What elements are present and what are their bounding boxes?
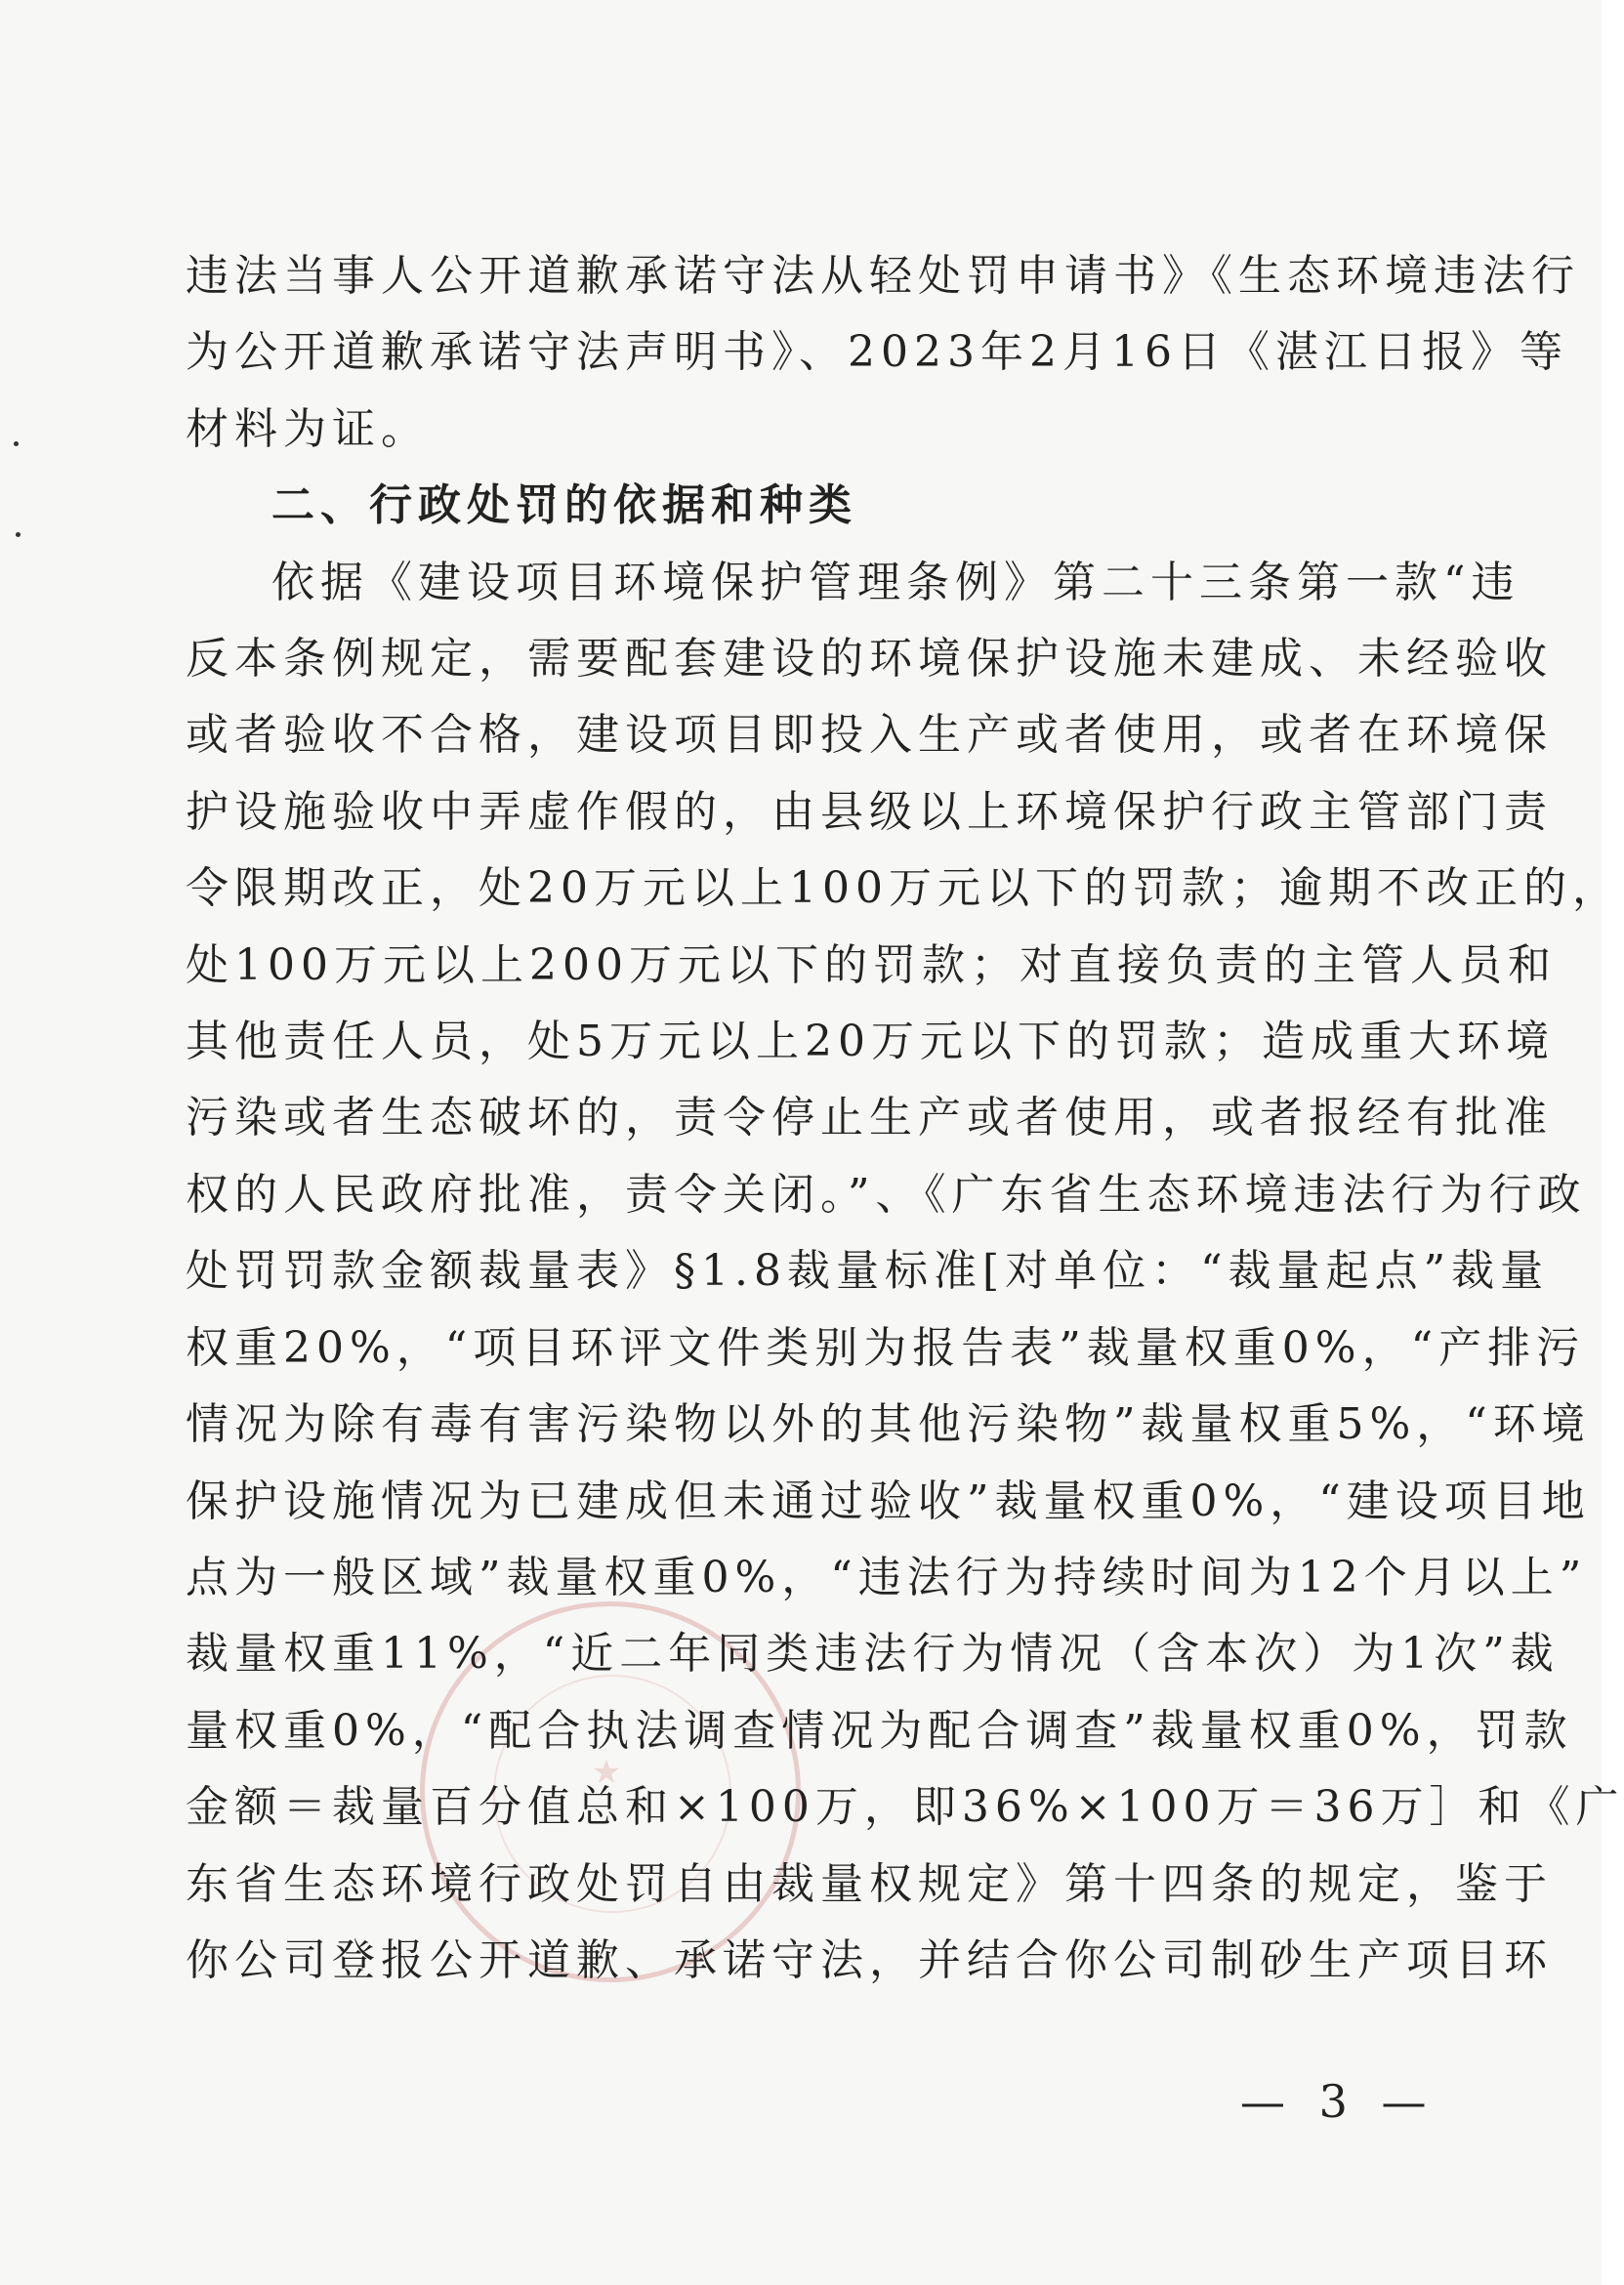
text-line: 情况为除有毒有害污染物以外的其他污染物”裁量权重5%，“环境 [186, 1399, 1591, 1450]
text-line: 你公司登报公开道歉、承诺守法，并结合你公司制砂生产项目环 [186, 1934, 1553, 1985]
text-line: 量权重0%，“配合执法调查情况为配合调查”裁量权重0%，罚款 [186, 1705, 1573, 1756]
section-heading: 二、行政处罚的依据和种类 [271, 480, 857, 531]
body-text [186, 238, 1624, 1999]
text-line: 依据《建设项目环境保护管理条例》第二十三条第一款“违 [271, 557, 1520, 607]
text-line: 材料为证。 [186, 403, 430, 454]
page-number: — 3 — [1240, 2075, 1437, 2128]
text-line: 护设施验收中弄虚作假的，由县级以上环境保护行政主管部门责 [186, 786, 1553, 837]
text-line: 污染或者生态破坏的，责令停止生产或者使用，或者报经有批准 [186, 1093, 1553, 1143]
text-line: 裁量权重11%，“近二年同类违法行为情况（含本次）为1次”裁 [186, 1629, 1560, 1680]
text-line: 违法当事人公开道歉承诺守法从轻处罚申请书》《生态环境违法行 [186, 251, 1580, 301]
text-line: 或者验收不合格，建设项目即投入生产或者使用，或者在环境保 [186, 710, 1553, 761]
text-line: 其他责任人员，处5万元以上20万元以下的罚款；造成重大环境 [186, 1017, 1555, 1067]
text-line: 点为一般区域”裁量权重0%，“违法行为持续时间为12个月以上” [186, 1552, 1588, 1602]
text-line: 为公开道歉承诺守法声明书》、2023年2月16日《湛江日报》等 [186, 327, 1568, 378]
text-line: 令限期改正，处20万元以上100万元以下的罚款；逾期不改正的， [186, 863, 1621, 914]
text-line: 权重20%，“项目环评文件类别为报告表”裁量权重0%，“产排污 [186, 1322, 1586, 1373]
text-line: 东省生态环境行政处罚自由裁量权规定》第十四条的规定，鉴于 [186, 1858, 1553, 1909]
text-line: 保护设施情况为已建成但未通过验收”裁量权重0%，“建设项目地 [186, 1475, 1591, 1526]
seal-star-icon: ★ [591, 1753, 630, 1792]
text-line: 权的人民政府批准，责令关闭。”、《广东省生态环境违法行为行政 [186, 1169, 1587, 1220]
text-line: 金额＝裁量百分值总和×100万，即36%×100万＝36万］和《广 [186, 1782, 1624, 1833]
margin-mark [14, 441, 19, 446]
margin-mark [16, 532, 21, 537]
text-line: 反本条例规定，需要配套建设的环境保护设施未建成、未经验收 [186, 634, 1553, 685]
text-line: 处罚罚款金额裁量表》§1.8裁量标准[对单位：“裁量起点”裁量 [186, 1246, 1550, 1297]
text-line: 处100万元以上200万元以下的罚款；对直接负责的主管人员和 [186, 939, 1557, 990]
